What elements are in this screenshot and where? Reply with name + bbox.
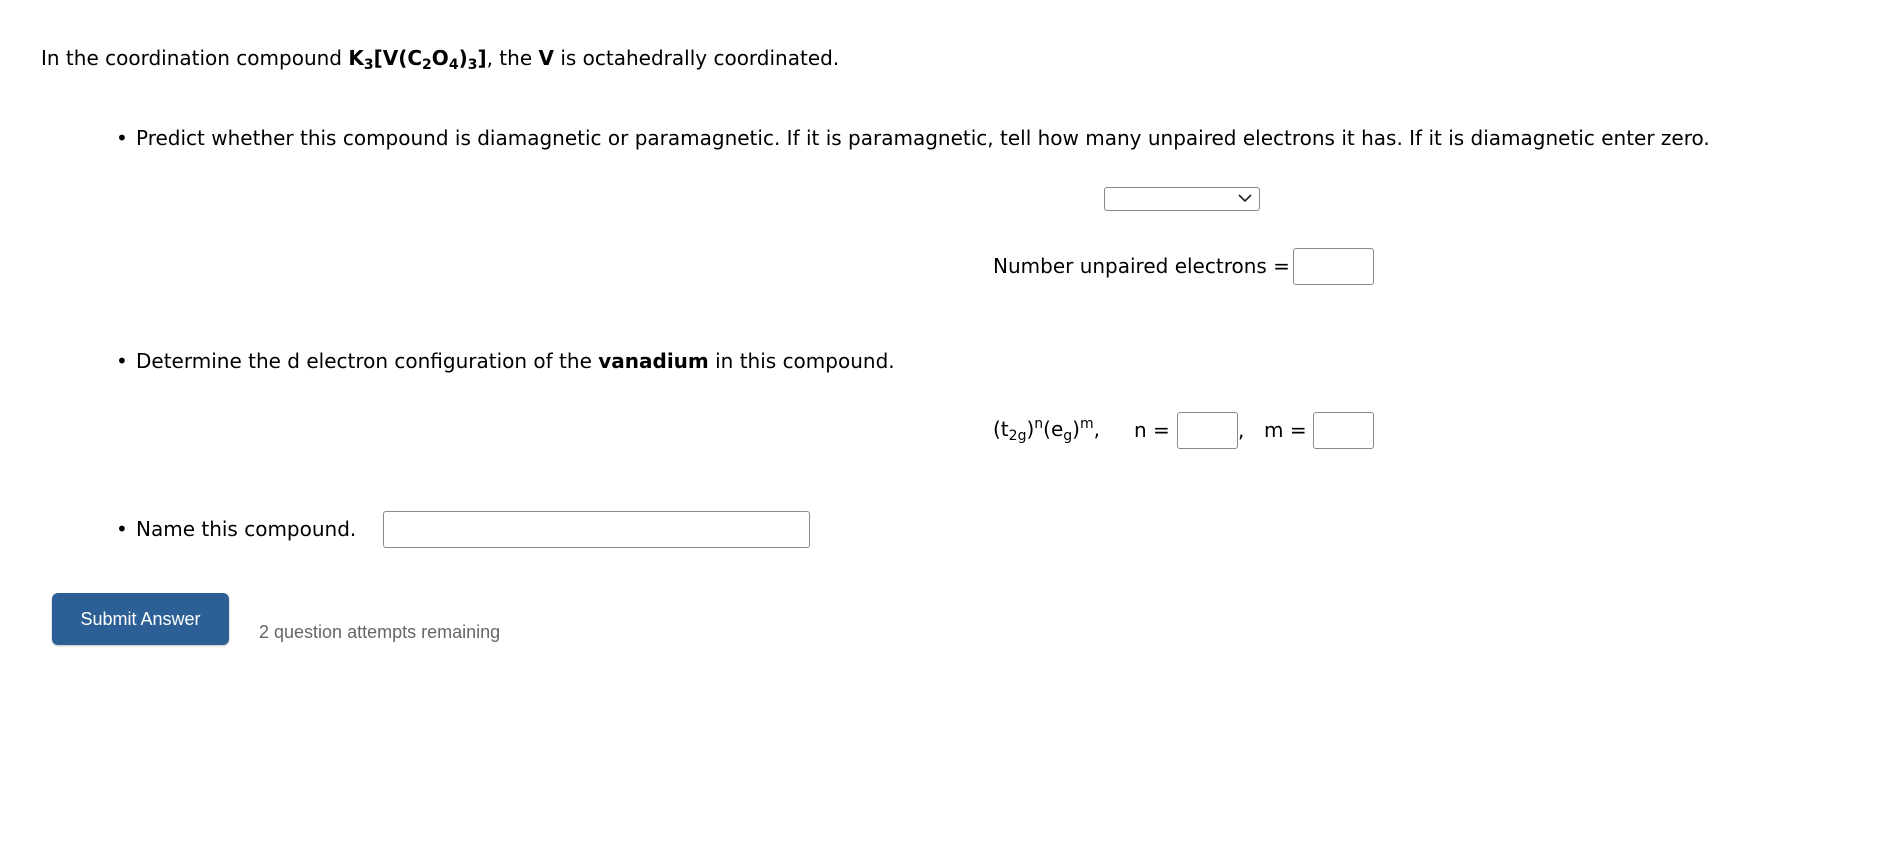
formula-c-sub: 2 [422,57,432,73]
d-config-text-bold: vanadium [598,349,709,373]
config-t-open: (t [993,417,1009,441]
config-trail-comma: , [1093,417,1100,441]
formula-close2: ] [477,46,487,70]
unpaired-electrons-label: Number unpaired electrons = [993,254,1290,278]
d-config-text-after: in this compound. [708,349,895,373]
question-name: • Name this compound. [136,515,356,543]
magnetism-select[interactable] [1104,187,1260,211]
chevron-down-icon [1237,191,1253,205]
formula-open: [V(C [373,46,423,70]
question-d-config [136,347,895,375]
formula-o: O [431,46,449,70]
config-e-open: (e [1043,417,1064,441]
intro-text [41,44,839,72]
config-m-sup: m [1079,416,1094,432]
d-config-expression [993,415,1100,443]
n-m-separator: , [1238,418,1245,442]
metal-symbol: V [538,46,554,70]
config-e-sub: g [1063,428,1073,444]
intro-suffix: is octahedrally coordinated. [553,46,840,70]
config-t-close: ) [1026,417,1035,441]
formula-outer-sub: 3 [467,57,478,73]
intro-middle: , the [486,46,539,70]
attempts-remaining-text: 2 question attempts remaining [259,622,501,642]
d-config-text-before: Determine the d electron configuration of the [136,349,599,373]
n-input[interactable] [1177,412,1238,449]
intro-prefix: In the coordination compound [41,46,349,70]
config-n-sup: n [1034,416,1044,432]
compound-name-input[interactable] [383,511,810,548]
config-t-sub: 2g [1008,428,1027,444]
formula-k: K [348,46,364,70]
submit-answer-button[interactable]: Submit Answer [52,593,229,645]
formula-o-sub: 4 [448,57,459,73]
formula-k-sub: 3 [363,57,374,73]
formula-close1: ) [458,46,468,70]
unpaired-electrons-input[interactable] [1293,248,1374,285]
m-label: m = [1264,418,1307,442]
m-input[interactable] [1313,412,1374,449]
compound-formula [348,46,487,73]
n-label: n = [1134,418,1170,442]
question-magnetism: • Predict whether this compound is diamagnetic or paramagnetic. If it is paramagnetic, tell how many unpaired electrons it has. If it is diamagnetic enter zero. [136,124,1710,152]
config-e-close: ) [1072,417,1080,441]
